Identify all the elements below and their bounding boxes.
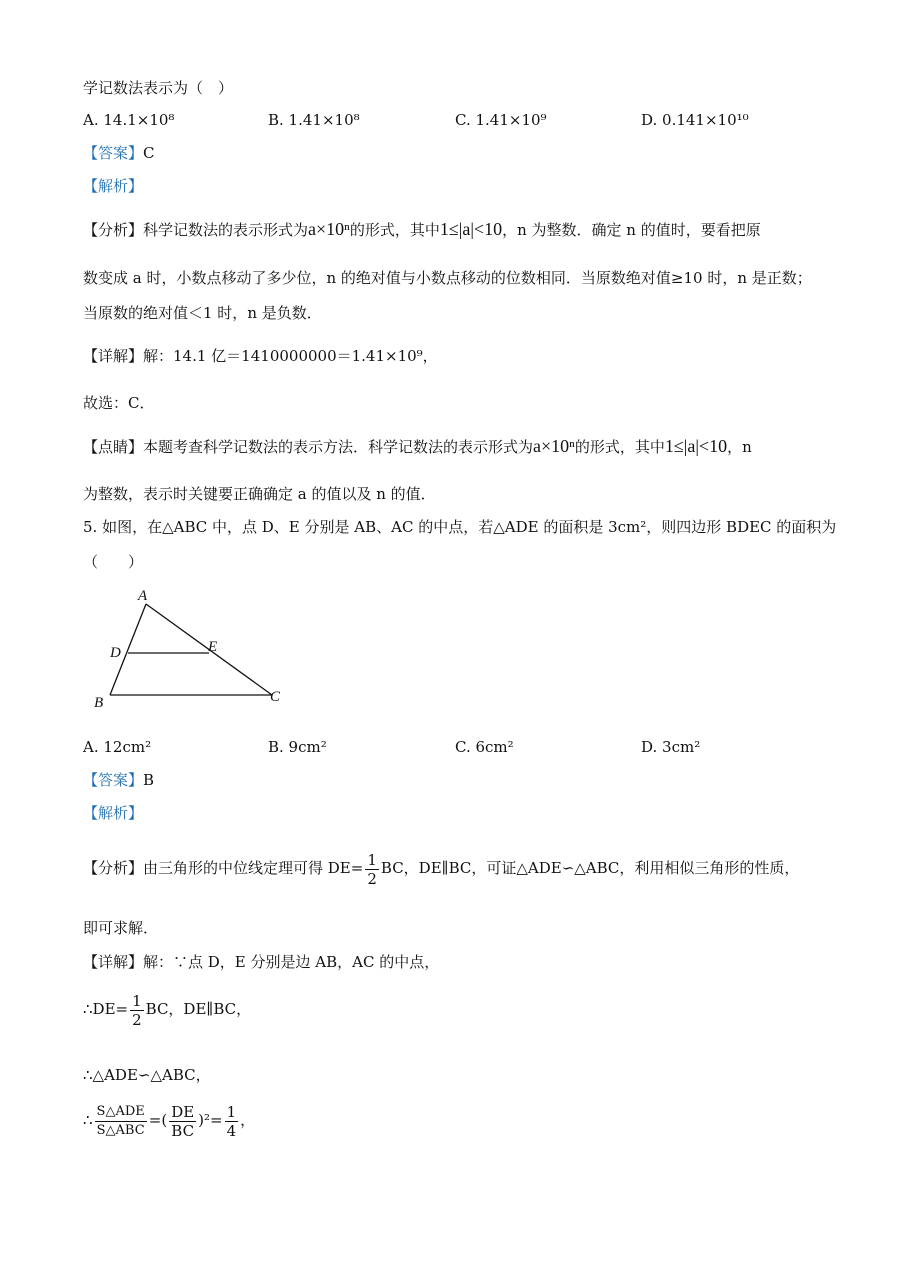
label-a: A [138, 588, 148, 604]
q5-stem-line2: （ ） [83, 553, 144, 571]
label-d: D [110, 645, 121, 661]
q5-detail-line1: 【详解】解：∵点 D，E 分别是边 AB，AC 的中点， [83, 953, 440, 971]
q5-fenxi-line2: 即可求解． [83, 919, 159, 937]
q5-option-c: C. 6cm² [455, 738, 514, 756]
q4-option-d: D. 0.141×10¹⁰ [641, 111, 749, 129]
q4-option-c: C. 1.41×10⁹ [455, 111, 547, 129]
fenxi-tag: 【分析】 [83, 221, 144, 239]
triangle-figure [90, 585, 300, 715]
q5-option-a: A. 12cm² [83, 738, 152, 756]
de-bc-fraction: $\frac{DE}{BC}$ [171, 1102, 195, 1140]
q4-option-b: B. 1.41×10⁸ [268, 111, 360, 129]
area-ratio-fraction: $\frac{\text{S△ADE}}{\text{S△ABC}}$ [96, 1103, 145, 1138]
answer-tag: 【答案】 [83, 144, 144, 162]
q4-detail-line: 【详解】解：14.1 亿＝1410000000＝1.41×10⁹， [83, 347, 438, 365]
q4-stem-tail: 学记数法表示为（ ） [83, 79, 234, 97]
one-quarter-fraction: $\frac{1}{4}$ [226, 1102, 237, 1140]
q4-dianjing-line1: 【点睛】本题考查科学记数法的表示方法．科学记数法的表示形式为a×10ⁿ的形式，其中1≤|a|<10，n [83, 436, 752, 456]
q4-option-a: A. 14.1×10⁸ [83, 111, 175, 129]
fraction-half: $\frac{1}{2}$ [367, 850, 377, 888]
q4-dianjing-line2: 为整数，表示时关键要正确确定 a 的值以及 n 的值． [83, 485, 436, 503]
label-c: C [270, 689, 281, 705]
q5-option-d: D. 3cm² [641, 738, 701, 756]
q4-answer-line [83, 143, 155, 163]
q5-fenxi-line1: 【分析】由三角形的中位线定理可得 DE= $\frac{1}{2}$ BC，DE∥BC，可证△ADE∽△ABC，利用相似三角形的性质， [83, 850, 800, 888]
q5-analysis-tag: 【解析】 [83, 804, 144, 822]
q4-fenxi-line3: 当原数的绝对值＜1 时，n 是负数． [83, 304, 322, 322]
formula: a×10ⁿ [308, 219, 350, 239]
label-e: E [208, 639, 218, 655]
label-b: B [94, 695, 104, 711]
q5-stem-line1: 5. 如图，在△ABC 中，点 D、E 分别是 AB、AC 的中点，若△ADE 的面积是 3cm²，则四边形 BDEC 的面积为 [83, 518, 837, 536]
q4-fenxi-line1: 【分析】科学记数法的表示形式为a×10ⁿ的形式，其中1≤|a|<10，n 为整数．确定 n 的值时，要看把原 [83, 219, 761, 239]
q4-analysis-tag: 【解析】 [83, 177, 144, 195]
fraction-half-2: $\frac{1}{2}$ [132, 991, 142, 1029]
q4-fenxi-line2: 数变成 a 时，小数点移动了多少位，n 的绝对值与小数点移动的位数相同．当原数绝对值≥10 时，n 是正数； [83, 269, 812, 287]
q5-detail-line3: ∴△ADE∽△ABC， [83, 1066, 211, 1084]
q5-detail-line4: ∴ $\frac{\text{S△ADE}}{\text{S△ABC}}$ =( $\frac{DE}{BC}$ )²= $\frac{1}{4}$ ， [83, 1102, 256, 1140]
q4-choose-line: 故选：C． [83, 394, 155, 412]
answer-value: C [143, 144, 155, 162]
q5-answer-line: 【答案】B [83, 771, 155, 789]
q5-detail-line2: ∴DE= $\frac{1}{2}$ BC，DE∥BC， [83, 991, 252, 1029]
inequality: 1≤|a|<10 [439, 219, 503, 239]
q5-option-b: B. 9cm² [268, 738, 327, 756]
